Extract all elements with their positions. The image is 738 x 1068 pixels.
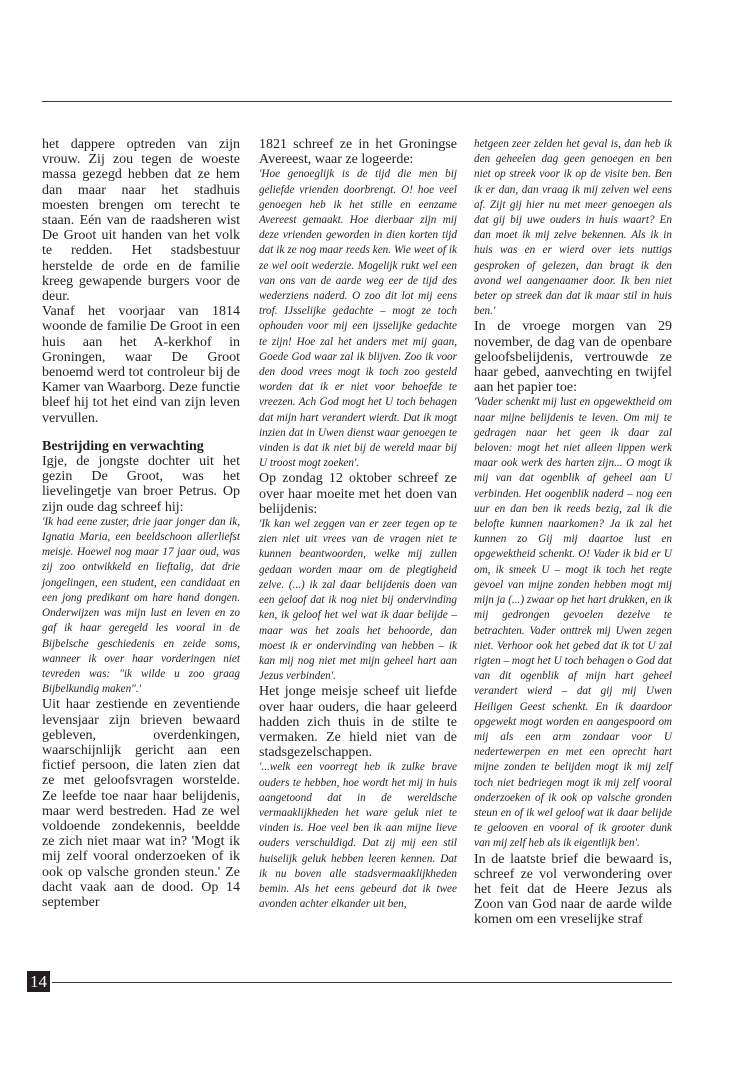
body-paragraph: het dappere optreden van zijn vrouw. Zij zou tegen de woeste massa gezegd hebben dat ze hem dan maar naar het stadhuis moesten brengen om terecht te staan. Eén van de raadsheren wist De Groot uit handen van het volk te redden. Het stadsbestuur herstelde de orde en de familie kreeg gewapende burgers voor de deur. <box>42 137 240 305</box>
body-paragraph: In de laatste brief die bewaard is, schreef ze vol verwondering over het feit dat de Heere Jezus als Zoon van God naar de aarde wilde komen om een vreselijke straf <box>474 851 672 928</box>
section-heading: Bestrijding en verwachting <box>42 438 204 454</box>
body-paragraph: Op zondag 12 oktober schreef ze over haar moeite met het doen van belijdenis: <box>259 471 457 517</box>
body-paragraph: Igje, de jongste dochter uit het gezin De Groot, was het lievelingetje van broer Petrus. Op zijn oude dag schreef hij: <box>42 454 240 515</box>
body-paragraph: 1821 schreef ze in het Groningse Avereest, waar ze logeerde: <box>259 137 457 168</box>
body-paragraph: In de vroege morgen van 29 november, de dag van de openbare geloofsbelijdenis, vertrouwde ze haar gebed, aanvechting en twijfel aan het papier toe: <box>474 319 672 396</box>
body-paragraph: Uit haar zestiende en zeventiende levensjaar zijn brieven bewaard gebleven, overdenkingen, waarschijnlijk gericht aan een fictief persoon, die laten zien dat ze met geloofsvragen worstelde. Ze leefde toe naar haar belijdenis, maar werd bestreden. Had ze wel voldoende zondekennis, beeldde ze zich niet maar wat in? 'Mogt ik mij zelf vooral onderzoeken of ik ook op valsche gronden steun.' Ze dacht vaak aan de dood. Op 14 september <box>42 697 240 910</box>
quote-paragraph: 'Vader schenkt mij lust en opgewektheid om naar mijne belijdenis te leven. Om mij te gedragen naar het geen ik daar zal beloven: mogt het niet alleen lippen werk maar ook werk des harten zijn... O mogt ik mij van dat ogenblik af geheel aan U verbinden. Het oogenblik naderd – nog een uur en dan ben ik reeds bezig, zal ik die belofte kunnen naarkomen? Ja ik zal het kunnen zo Gij mij daartoe lust en opgewektheid schenkt. O! Vader ik bid er U om, ik smeek U – mogt ik toch het regte gevoel van mijne zonden hebben mogt mij mijn ja (...) zwaar op het hart drukken, en ik mij gedrongen gevoelen dezelve te betrachten. Vader onttrek mij Uwen zegen niet. Verhoor ook het gebed dat ik tot U zal rigten – mogt het U toch behagen o God dat van dit ogenblik af mijn hart geheel verandert wierd – dat gij mij Uwen Heiligen Geest schenkt. En ik daardoor opgewekt mogt worden en aangespoord om mij als een arm zondaar voor U nedertewerpen en met een oprecht hart mijne zonden te belijden mogt ik mij zelf toch niet bedriegen mogt ik mij zelf vooral onderzoeken of ik ook op valsche gronden steun en of ik wel geloof wat ik daar belijde te gelooven en vooral of ik grooter dunk van mij zelf heb als ik eigentlijk ben'. <box>474 396 672 850</box>
text-column-2 <box>259 137 457 912</box>
quote-paragraph: 'Ik kan wel zeggen van er zeer tegen op te zien niet uit vrees van de vragen niet te kunnen beantwoorden, welke mij zullen gedaan worden maar om de plegtigheid zelve. (...) ik zal daar belijdenis doen van een geloof dat ik nog niet bij ondervinding ken, ik geloof het wel wat ik daar belijde – maar was het zoals het behoorde, dan moest ik er ondervinding van hebben – ik kan mij nog niet met mijn geheel hart aan Jezus verbinden'. <box>259 518 457 683</box>
body-paragraph: Vanaf het voorjaar van 1814 woonde de familie De Groot in een huis aan het A-kerkhof in Groningen, waar De Groot benoemd werd tot controleur bij de Kamer van Waarborg. Deze functie bleef hij tot het eind van zijn leven vervullen. <box>42 304 240 426</box>
text-column-3 <box>474 137 672 928</box>
quote-paragraph: 'Ik had eene zuster, drie jaar jonger dan ik, Ignatia Maria, een beeldschoon allerliefst meisje. Hoewel nog maar 17 jaar oud, was zij zoo ontwikkeld en lieftalig, dat drie jongelingen, een student, een candidaat en een jong predikant om hare hand dongen. Onderwijzen was mijn lust en leven en zo gaf ik haar geregeld les vooral in de Bijbelsche geschiedenis en zeide soms, wanneer ik over haar vorderingen niet tevreden was: "ik wilde u zoo graag Bijbelkundig maken".' <box>42 515 240 696</box>
body-paragraph: Het jonge meisje scheef uit liefde over haar ouders, die haar geleerd hadden zich thuis in de stilte te vermaken. Ze hield niet van de stadsgezelschappen. <box>259 684 457 761</box>
top-rule <box>42 101 672 102</box>
quote-paragraph: '...welk een voorregt heb ik zulke brave ouders te hebben, hoe wordt het mij in huis aangetoond dat in de wereldsche vermaaklijkheden het ware geluk niet te vinden is. Hoe veel ben ik aan mijne lieve ouders verschuldigd. Dat zij mij een stil huiselijk geluk hebben leeren kennen. Dat ik nu boven alle stadsvermaaklijkheden bemin. Als het eens gebeurd dat ik twee avonden achter elkander uit ben, <box>259 761 457 911</box>
text-column-1 <box>42 137 240 910</box>
bottom-rule <box>52 982 672 983</box>
quote-paragraph: 'Hoe genoeglijk is de tijd die men bij geliefde vrienden doorbrengt. O! hoe veel genoegen heb ik het stille en eenzame Avereest gemaakt. Hoe dierbaar zijn mij deze vrienden geworden in dien korten tijd dat ik ze nog maar reeds ken. Wie weet of ik ze wel ooit wederzie. Mogelijk rukt wel een van ons van de aarde weg eer de tijd des wederziens naderd. O zoo dit lot mij eens trof. IJsselijke gedachte – mogt ze toch ophouden voor mij een ijsselijke gedachte te zijn! Hoe zal het anders met mij gaan, Goede God waar zal ik blijven. Zoo ik voor den dood vrees mogt ik toch zoo gesteld worden dat ik er niet voor behoefde te vreezen. Ach God mogt het U toch behagen dat mijn hart verandert wierdt. Dat ik mogt inzien dat in Uwen dienst waar genoegen te vinden is dat ik niet bij de wereld maar bij U troost mogt zoeken'. <box>259 168 457 470</box>
page-number: 14 <box>27 971 50 992</box>
quote-paragraph: hetgeen zeer zelden het geval is, dan heb ik den geheelen dag geen genoegen en ben niet op streek voor ik op de visite ben. Ben ik er dan, dan vraag ik mij zelven wel eens af. Zijt gij hier nu met meer genoegen als dat gij bij uwe ouders in huis waart? En dan moet ik mij zelve bekennen. Als ik in huis was en er wierd over iets nuttigs gesproken of gelezen, dan bragt ik den avond wel aangenaamer door. Ik ben niet beter op streek dan dat ik maar stil in huis ben.' <box>474 138 672 318</box>
